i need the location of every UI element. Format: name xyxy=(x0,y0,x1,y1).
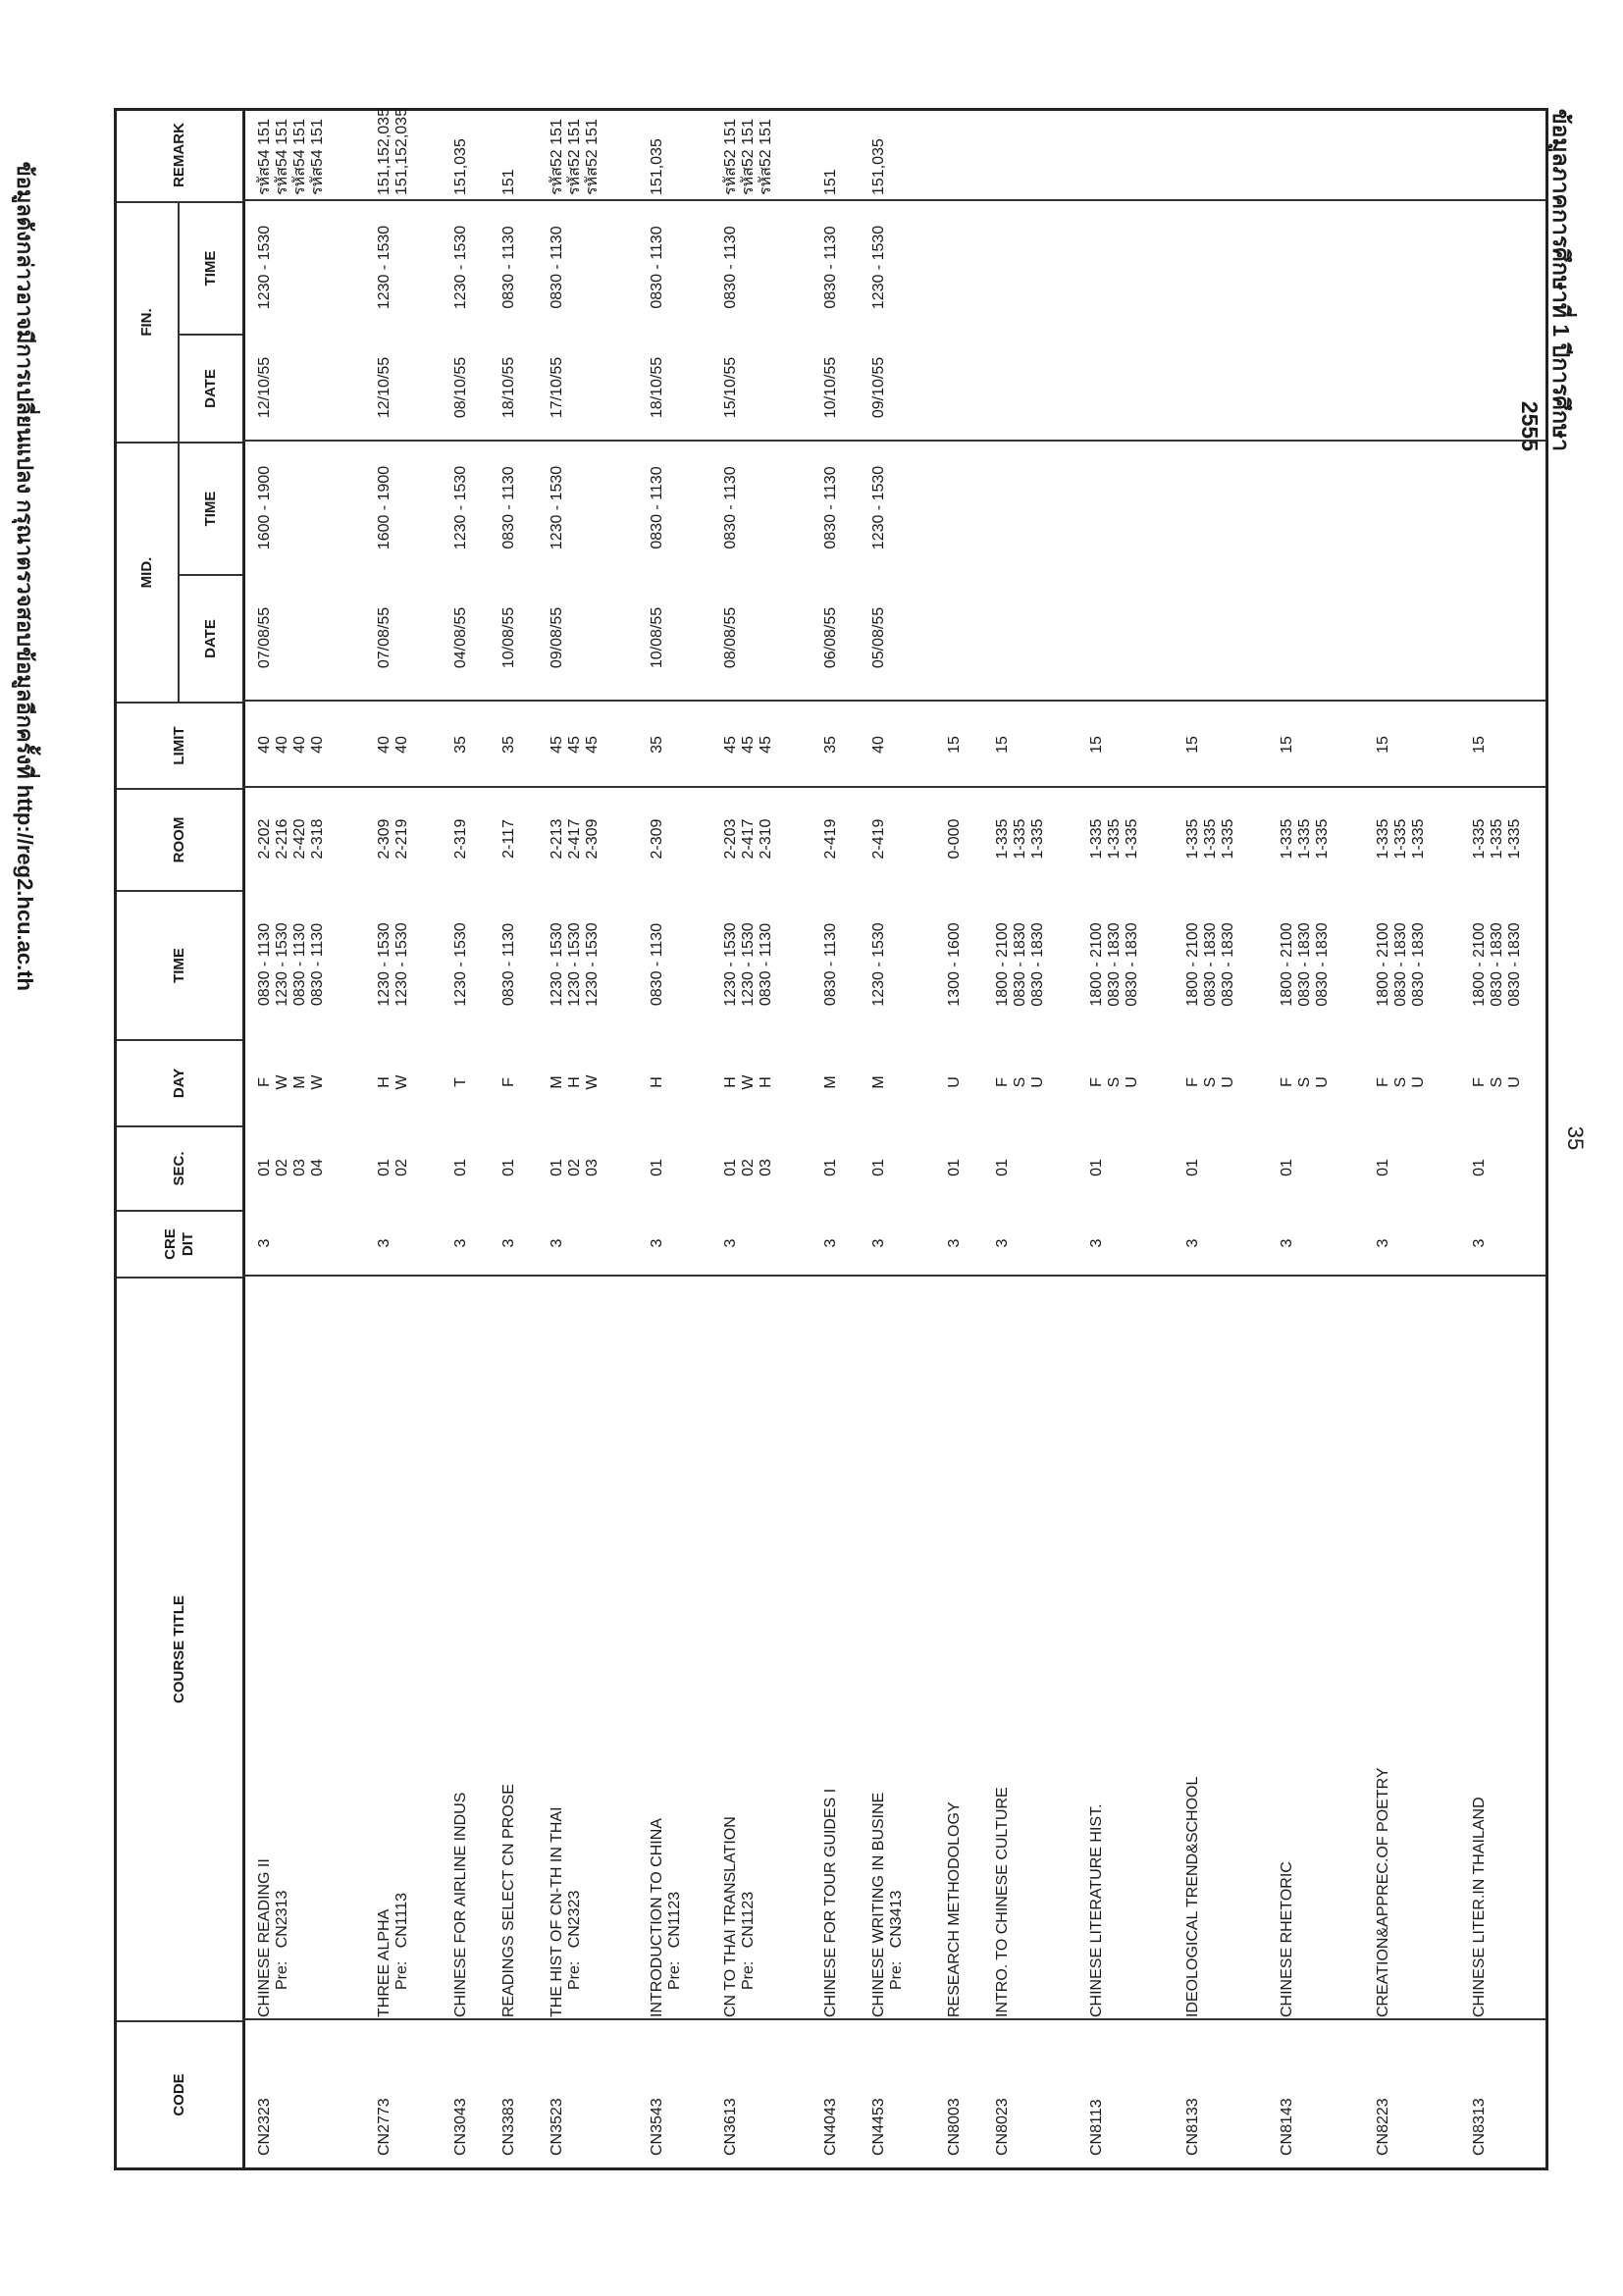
room-list: 1-335 1-335 1-335 xyxy=(1184,818,1236,860)
limit-list: 35 xyxy=(452,736,469,754)
remark-list: รหัส54 151 รหัส54 151 รหัส54 151 รหัส54 151 xyxy=(256,119,326,195)
course-code: CN4453 xyxy=(870,2098,887,2156)
final-time: 0830 - 1130 xyxy=(722,226,739,309)
course-title xyxy=(870,1793,906,2017)
course-code: CN8113 xyxy=(1088,2099,1105,2156)
prerequisite: Pre: CN3413 xyxy=(888,1890,905,1990)
credit-value: 3 xyxy=(822,1238,839,1248)
midterm-time: 1230 - 1530 xyxy=(549,465,565,550)
course-code: CN4043 xyxy=(822,2098,839,2156)
section-list: 01 xyxy=(500,1159,517,1176)
time-list: 1800 - 2100 0830 - 1830 0830 - 1830 xyxy=(1375,922,1427,1007)
final-date: 15/10/55 xyxy=(722,356,739,419)
day-list: H W H xyxy=(722,1074,774,1090)
col-header-sec: SEC. xyxy=(117,1125,242,1210)
course-code: CN8313 xyxy=(1471,2098,1488,2156)
time-list: 1800 - 2100 0830 - 1830 0830 - 1830 xyxy=(1184,922,1236,1007)
course-title xyxy=(649,1818,684,2017)
col-header-day: DAY xyxy=(117,1039,242,1125)
header-divider xyxy=(242,111,245,2167)
course-title-text: CN TO THAI TRANSLATION xyxy=(722,1816,739,2017)
limit-list: 35 xyxy=(822,736,839,754)
remark-list: 151 xyxy=(500,169,517,195)
course-code: CN2323 xyxy=(256,2098,273,2156)
credit-value: 3 xyxy=(1088,1238,1105,1248)
final-time: 1230 - 1530 xyxy=(256,225,273,310)
section-list: 01 xyxy=(1471,1159,1488,1176)
course-title xyxy=(1184,1777,1202,2017)
credit-value: 3 xyxy=(1184,1238,1201,1248)
section-list: 01 xyxy=(946,1159,963,1176)
final-date: 09/10/55 xyxy=(870,356,887,419)
time-list: 1230 - 1530 1230 - 1530 1230 - 1530 xyxy=(549,922,601,1007)
midterm-date: 07/08/55 xyxy=(376,606,393,669)
midterm-time: 0830 - 1130 xyxy=(822,466,839,549)
course-code: CN3043 xyxy=(452,2098,469,2156)
credit-value: 3 xyxy=(256,1238,273,1248)
column-divider xyxy=(242,1275,1545,1277)
final-date: 12/10/55 xyxy=(376,356,393,419)
column-divider xyxy=(242,700,1545,702)
col-header-title: COURSE TITLE xyxy=(117,1277,242,2020)
column-divider xyxy=(242,199,1545,201)
limit-list: 15 xyxy=(1088,736,1105,754)
time-list: 1230 - 1530 1230 - 1530 xyxy=(376,922,410,1007)
prerequisite: Pre: CN1123 xyxy=(666,1891,683,1990)
credit-value: 3 xyxy=(452,1238,469,1248)
midterm-time: 0830 - 1130 xyxy=(722,466,739,549)
room-list: 1-335 1-335 1-335 xyxy=(1279,818,1331,860)
remark-list: 151 xyxy=(822,169,839,195)
room-list: 0-000 xyxy=(946,818,963,860)
time-list: 1800 - 2100 0830 - 1830 0830 - 1830 xyxy=(1088,922,1140,1007)
credit-value: 3 xyxy=(649,1238,665,1248)
room-list: 2-117 xyxy=(500,819,517,859)
time-list: 1800 - 2100 0830 - 1830 0830 - 1830 xyxy=(1471,922,1523,1007)
room-list: 2-309 2-219 xyxy=(376,818,410,860)
credit-value: 3 xyxy=(1279,1238,1295,1248)
final-time: 0830 - 1130 xyxy=(549,226,565,309)
footer-note: ข้อมูลดังกล่าวอาจมีการเปลี่ยนแปลง กรุณาตรวจสอบข้อมูลอีกครั้งที่ http://reg2.hcu.ac.th xyxy=(13,161,37,991)
day-list: F S U xyxy=(994,1076,1046,1088)
time-list: 0830 - 1130 1230 - 1530 0830 - 1130 0830 - 1130 xyxy=(256,922,326,1007)
final-time: 1230 - 1530 xyxy=(376,225,393,310)
time-list: 1230 - 1530 xyxy=(452,922,469,1007)
midterm-time: 1600 - 1900 xyxy=(376,465,393,550)
midterm-date: 04/08/55 xyxy=(452,606,469,669)
time-list: 0830 - 1130 xyxy=(649,922,665,1007)
course-title xyxy=(549,1806,584,2017)
limit-list: 15 xyxy=(994,736,1011,754)
midterm-date: 08/08/55 xyxy=(722,606,739,669)
course-title xyxy=(1375,1767,1392,2017)
course-title xyxy=(722,1816,758,2017)
time-list: 1230 - 1530 1230 - 1530 0830 - 1130 xyxy=(722,922,774,1007)
day-list: F S U xyxy=(1375,1076,1427,1088)
course-title xyxy=(1279,1861,1296,2017)
course-title-text: CREATION&APPREC.OF POETRY xyxy=(1375,1767,1391,2017)
day-list: H xyxy=(649,1076,665,1088)
col-header-fin: FIN. xyxy=(117,201,180,442)
col-header-mid: MID. xyxy=(117,442,180,702)
day-list: M xyxy=(822,1075,839,1089)
col-header-remark: REMARK xyxy=(171,123,187,187)
remark-list: 151,152,035 151,152,035 xyxy=(376,108,410,195)
room-list: 2-309 xyxy=(649,818,665,860)
section-list: 01 xyxy=(870,1159,887,1176)
course-title xyxy=(822,1789,840,2017)
prerequisite: Pre: CN2313 xyxy=(274,1890,290,1990)
limit-list: 35 xyxy=(649,736,665,754)
midterm-date: 06/08/55 xyxy=(822,606,839,669)
time-list: 1230 - 1530 xyxy=(870,922,887,1007)
room-list: 2-213 2-417 2-309 xyxy=(549,818,601,860)
section-list: 01 xyxy=(1184,1159,1201,1176)
prerequisite: Pre: CN2323 xyxy=(566,1890,583,1990)
midterm-date: 10/08/55 xyxy=(649,606,665,669)
midterm-date: 10/08/55 xyxy=(500,606,517,669)
course-title xyxy=(946,1801,964,2017)
course-title xyxy=(452,1793,470,2017)
day-list: M H W xyxy=(549,1074,601,1090)
remark-list: รหัส52 151 รหัส52 151 รหัส52 151 xyxy=(722,119,774,195)
course-title-text: INTRO. TO CHINESE CULTURE xyxy=(994,1787,1011,2017)
final-time: 0830 - 1130 xyxy=(500,226,517,309)
course-title xyxy=(500,1784,518,2017)
section-list: 01 02 03 04 xyxy=(256,1159,326,1176)
col-header-mid-date: DATE xyxy=(180,574,242,702)
midterm-time: 1230 - 1530 xyxy=(870,465,887,550)
course-title xyxy=(994,1787,1012,2017)
credit-value: 3 xyxy=(549,1238,565,1248)
midterm-date: 09/08/55 xyxy=(549,606,565,669)
course-title xyxy=(1471,1797,1489,2017)
limit-list: 35 xyxy=(500,736,517,754)
course-title-text: THREE ALPHA xyxy=(376,1908,393,2017)
midterm-time: 1600 - 1900 xyxy=(256,465,273,550)
section-list: 01 02 03 xyxy=(549,1159,601,1176)
limit-list: 15 xyxy=(1279,736,1295,754)
section-list: 01 xyxy=(1375,1159,1391,1176)
room-list: 1-335 1-335 1-335 xyxy=(1088,818,1140,860)
course-title xyxy=(1088,1803,1106,2017)
room-list: 2-419 xyxy=(870,818,887,860)
day-list: F S U xyxy=(1088,1076,1140,1088)
credit-value: 3 xyxy=(1375,1238,1391,1248)
final-time: 0830 - 1130 xyxy=(649,226,665,309)
course-title xyxy=(256,1858,291,2017)
final-date: 17/10/55 xyxy=(549,356,565,419)
room-list: 1-335 1-335 1-335 xyxy=(994,818,1046,860)
final-time: 0830 - 1130 xyxy=(822,226,839,309)
col-header-fin-time: TIME xyxy=(180,201,242,334)
prerequisite: Pre: CN1123 xyxy=(740,1891,757,1990)
col-header-room: ROOM xyxy=(117,788,242,890)
col-header-code: CODE xyxy=(117,2020,242,2167)
col-header-credit: CRE DIT xyxy=(117,1210,242,1277)
col-header-limit: LIMIT xyxy=(117,702,242,788)
room-list: 2-202 2-216 2-420 2-318 xyxy=(256,818,326,860)
midterm-time: 0830 - 1130 xyxy=(500,466,517,549)
limit-list: 40 40 40 40 xyxy=(256,736,326,754)
midterm-time: 1230 - 1530 xyxy=(452,465,469,550)
course-code: CN3383 xyxy=(500,2098,517,2156)
course-code: CN8223 xyxy=(1375,2098,1391,2156)
limit-list: 40 40 xyxy=(376,736,410,754)
course-code: CN8023 xyxy=(994,2098,1011,2156)
section-list: 01 xyxy=(822,1159,839,1176)
room-list: 1-335 1-335 1-335 xyxy=(1471,818,1523,860)
course-title-text: THE HIST OF CN-TH IN THAI xyxy=(549,1806,565,2017)
final-date: 08/10/55 xyxy=(452,356,469,419)
section-list: 01 xyxy=(994,1159,1011,1176)
credit-value: 3 xyxy=(994,1238,1011,1248)
column-divider xyxy=(242,440,1545,442)
course-title-text: CHINESE WRITING IN BUSINE xyxy=(870,1792,887,2017)
day-list: M xyxy=(870,1075,887,1089)
limit-list: 15 xyxy=(1471,736,1488,754)
section-list: 01 02 xyxy=(376,1159,410,1176)
limit-list: 15 xyxy=(1375,736,1391,754)
final-date: 18/10/55 xyxy=(649,356,665,419)
remark-list: 151,035 xyxy=(452,138,469,195)
course-code: CN2773 xyxy=(376,2098,393,2156)
time-list: 1800 - 2100 0830 - 1830 0830 - 1830 xyxy=(994,922,1046,1007)
day-list: F W M W xyxy=(256,1074,326,1090)
course-code: CN3543 xyxy=(649,2098,665,2156)
course-title-text: CHINESE RHETORIC xyxy=(1279,1861,1295,2017)
course-title-text: READINGS SELECT CN PROSE xyxy=(500,1784,517,2017)
day-list: F S U xyxy=(1279,1076,1331,1088)
limit-list: 40 xyxy=(870,736,887,754)
course-title-text: RESEARCH METHODOLOGY xyxy=(946,1801,963,2017)
semester-header: ข้อมูลภาคการศึกษาที่ 1 ปีการศึกษา 2555 xyxy=(1517,108,1574,451)
final-date: 18/10/55 xyxy=(500,356,517,419)
section-list: 01 xyxy=(1279,1159,1295,1176)
room-list: 2-203 2-417 2-310 xyxy=(722,818,774,860)
page-number: 35 xyxy=(1563,1125,1588,1151)
column-divider xyxy=(242,2018,1545,2020)
course-title-text: CHINESE FOR AIRLINE INDUS xyxy=(452,1792,469,2017)
col-header-mid-time: TIME xyxy=(180,442,242,574)
course-title-text: CHINESE FOR TOUR GUIDES I xyxy=(822,1788,839,2017)
section-list: 01 02 03 xyxy=(722,1159,774,1176)
limit-list: 45 45 45 xyxy=(549,736,601,754)
remark-list: 151,035 xyxy=(870,138,887,195)
course-code: CN3613 xyxy=(722,2098,739,2156)
remark-list: รหัส52 151 รหัส52 151 รหัส52 151 xyxy=(549,119,601,195)
final-time: 1230 - 1530 xyxy=(452,225,469,310)
course-title xyxy=(376,1893,411,2017)
day-list: F xyxy=(500,1077,517,1087)
day-list: T xyxy=(452,1077,469,1087)
room-list: 2-419 xyxy=(822,818,839,860)
day-list: F S U xyxy=(1471,1076,1523,1088)
course-title-text: CHINESE LITER.IN THAILAND xyxy=(1471,1797,1488,2017)
section-list: 01 xyxy=(1088,1159,1105,1176)
room-list: 2-319 xyxy=(452,818,469,860)
final-date: 12/10/55 xyxy=(256,356,273,419)
course-code: CN8133 xyxy=(1184,2098,1201,2156)
credit-value: 3 xyxy=(500,1238,517,1248)
col-header-time: TIME xyxy=(117,890,242,1039)
room-list: 1-335 1-335 1-335 xyxy=(1375,818,1427,860)
course-title-text: CHINESE LITERATURE HIST. xyxy=(1088,1803,1105,2017)
credit-value: 3 xyxy=(1471,1238,1488,1248)
prerequisite: Pre: CN1113 xyxy=(393,1892,410,1990)
limit-list: 15 xyxy=(1184,736,1201,754)
day-list: H W xyxy=(376,1074,410,1090)
credit-value: 3 xyxy=(722,1238,739,1248)
course-title-text: INTRODUCTION TO CHINA xyxy=(649,1818,665,2017)
time-list: 1800 - 2100 0830 - 1830 0830 - 1830 xyxy=(1279,922,1331,1007)
credit-value: 3 xyxy=(946,1238,963,1248)
course-title-text: CHINESE READING II xyxy=(256,1858,273,2017)
column-divider xyxy=(242,786,1545,788)
midterm-time: 0830 - 1130 xyxy=(649,466,665,549)
course-title-text: IDEOLOGICAL TREND&SCHOOL xyxy=(1184,1776,1201,2017)
section-list: 01 xyxy=(452,1159,469,1176)
time-list: 1300 - 1600 xyxy=(946,922,963,1007)
final-time: 1230 - 1530 xyxy=(870,225,887,310)
day-list: U xyxy=(946,1076,963,1088)
credit-value: 3 xyxy=(376,1238,393,1248)
final-date: 10/10/55 xyxy=(822,356,839,419)
course-code: CN8143 xyxy=(1279,2098,1295,2156)
day-list: F S U xyxy=(1184,1076,1236,1088)
time-list: 0830 - 1130 xyxy=(822,922,839,1007)
course-code: CN8003 xyxy=(946,2098,963,2156)
midterm-date: 07/08/55 xyxy=(256,606,273,669)
time-list: 0830 - 1130 xyxy=(500,922,517,1007)
limit-list: 15 xyxy=(946,736,963,754)
course-code: CN3523 xyxy=(549,2098,565,2156)
schedule-table xyxy=(114,108,1548,2170)
credit-value: 3 xyxy=(870,1238,887,1248)
section-list: 01 xyxy=(649,1159,665,1176)
remark-list: 151,035 xyxy=(649,138,665,195)
col-header-fin-date: DATE xyxy=(180,334,242,442)
limit-list: 45 45 45 xyxy=(722,736,774,754)
midterm-date: 05/08/55 xyxy=(870,606,887,669)
